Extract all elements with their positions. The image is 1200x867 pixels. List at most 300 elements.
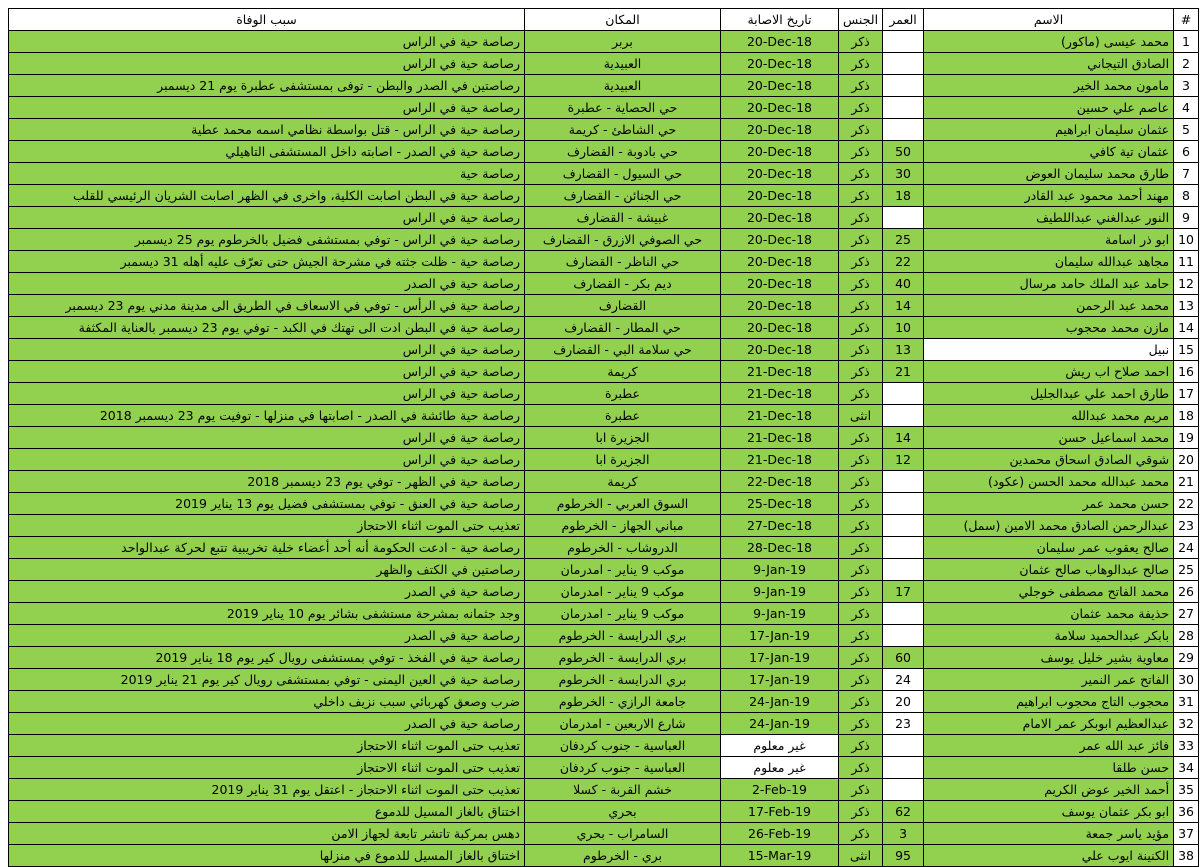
date-cell[interactable]: 20-Dec-18 <box>721 141 839 163</box>
date-cell[interactable]: 27-Dec-18 <box>721 515 839 537</box>
place-cell[interactable]: الجزيرة ابا <box>525 449 721 471</box>
row-number-cell[interactable]: 21 <box>1174 471 1199 493</box>
gender-cell[interactable]: ذكر <box>839 273 883 295</box>
gender-cell[interactable]: ذكر <box>839 647 883 669</box>
date-cell[interactable]: 24-Jan-19 <box>721 713 839 735</box>
cause-cell[interactable]: ضرب وصعق كهربائي سبب نزيف داخلي <box>9 691 525 713</box>
name-cell[interactable]: نبيل <box>924 339 1174 361</box>
age-cell[interactable]: 14 <box>883 427 924 449</box>
gender-cell[interactable]: ذكر <box>839 449 883 471</box>
table-row <box>9 405 1199 427</box>
place-cell[interactable]: بري الدرايسة - الخرطوم <box>525 647 721 669</box>
table-row <box>9 163 1199 185</box>
date-cell[interactable]: 20-Dec-18 <box>721 75 839 97</box>
cause-cell[interactable]: تعذيب حتى الموت اثناء الاحتجاز - اعتقل يوم 31 يناير 2019 <box>9 779 525 801</box>
header-name: الاسم <box>924 9 1174 31</box>
gender-cell[interactable]: ذكر <box>839 471 883 493</box>
cause-cell[interactable]: رصاصة حية في الصدر <box>9 625 525 647</box>
table-row <box>9 713 1199 735</box>
cause-cell[interactable]: رصاصة حية في الراس <box>9 383 525 405</box>
gender-cell[interactable]: ذكر <box>839 53 883 75</box>
row-number-cell[interactable]: 10 <box>1174 229 1199 251</box>
age-cell[interactable]: 62 <box>883 801 924 823</box>
name-cell[interactable]: محمد عيسى (ماكور) <box>924 31 1174 53</box>
row-number-cell[interactable]: 36 <box>1174 801 1199 823</box>
cause-cell[interactable]: رصاصة حية - ادعت الحكومة أنه أحد أعضاء خلية تخريبية تتبع لحركة عبدالواحد <box>9 537 525 559</box>
date-cell[interactable]: غير معلوم <box>721 735 839 757</box>
name-cell[interactable]: معاوية بشير خليل يوسف <box>924 647 1174 669</box>
gender-cell[interactable]: ذكر <box>839 823 883 845</box>
row-number-cell[interactable]: 7 <box>1174 163 1199 185</box>
age-cell[interactable]: 25 <box>883 229 924 251</box>
gender-cell[interactable]: ذكر <box>839 559 883 581</box>
cause-cell[interactable]: رصاصة حية في الفخذ - توفي بمستشفى رويال كير يوم 18 يناير 2019 <box>9 647 525 669</box>
date-cell[interactable]: 20-Dec-18 <box>721 295 839 317</box>
name-cell[interactable]: شوقي الصادق اسحاق محمدين <box>924 449 1174 471</box>
gender-cell[interactable]: ذكر <box>839 757 883 779</box>
cause-cell[interactable]: رصاصتين في الكتف والظهر <box>9 559 525 581</box>
cause-cell[interactable]: رصاصة حية في الراس <box>9 339 525 361</box>
name-cell[interactable]: صالح عبدالوهاب صالح عثمان <box>924 559 1174 581</box>
age-cell[interactable]: 14 <box>883 295 924 317</box>
row-number-cell[interactable]: 11 <box>1174 251 1199 273</box>
date-cell[interactable]: 28-Dec-18 <box>721 537 839 559</box>
age-cell[interactable] <box>883 735 924 757</box>
cause-cell[interactable]: اختناق بالغاز المسيل للدموع <box>9 801 525 823</box>
date-cell[interactable]: 24-Jan-19 <box>721 691 839 713</box>
age-cell[interactable] <box>883 75 924 97</box>
date-cell[interactable]: 17-Jan-19 <box>721 647 839 669</box>
age-cell[interactable]: 13 <box>883 339 924 361</box>
gender-cell[interactable]: ذكر <box>839 163 883 185</box>
table-row <box>9 295 1199 317</box>
gender-cell[interactable]: ذكر <box>839 537 883 559</box>
gender-cell[interactable]: ذكر <box>839 317 883 339</box>
age-cell[interactable] <box>883 119 924 141</box>
age-cell[interactable]: 17 <box>883 581 924 603</box>
place-cell[interactable]: بربر <box>525 31 721 53</box>
header-place: المكان <box>525 9 721 31</box>
name-cell[interactable]: عبدالعظيم ابوبكر عمر الامام <box>924 713 1174 735</box>
place-cell[interactable]: حي الحصاية - عطبرة <box>525 97 721 119</box>
age-cell[interactable] <box>883 515 924 537</box>
cause-cell[interactable]: رصاصة حية في الصدر <box>9 713 525 735</box>
place-cell[interactable]: الدروشاب - الخرطوم <box>525 537 721 559</box>
name-cell[interactable]: محجوب التاج محجوب ابراهيم <box>924 691 1174 713</box>
age-cell[interactable] <box>883 493 924 515</box>
table-row <box>9 53 1199 75</box>
table-row <box>9 757 1199 779</box>
row-number-cell[interactable]: 30 <box>1174 669 1199 691</box>
date-cell[interactable]: 20-Dec-18 <box>721 53 839 75</box>
table-row <box>9 537 1199 559</box>
table-row <box>9 779 1199 801</box>
cause-cell[interactable]: رصاصة حية في الراس <box>9 427 525 449</box>
gender-cell[interactable]: ذكر <box>839 361 883 383</box>
age-cell[interactable] <box>883 537 924 559</box>
gender-cell[interactable]: ذكر <box>839 603 883 625</box>
row-number-cell[interactable]: 15 <box>1174 339 1199 361</box>
name-cell[interactable]: بابكر عبدالحميد سلامة <box>924 625 1174 647</box>
cause-cell[interactable]: رصاصة حية - ظلت جثته في مشرحة الجيش حتى تعرّف عليه أهله 31 ديسمبر <box>9 251 525 273</box>
cause-cell[interactable]: رصاصة حية في الراس <box>9 53 525 75</box>
casualties-table <box>8 8 1199 867</box>
place-cell[interactable]: مباني الجهاز - الخرطوم <box>525 515 721 537</box>
row-number-cell[interactable]: 25 <box>1174 559 1199 581</box>
table-row <box>9 647 1199 669</box>
table-row <box>9 141 1199 163</box>
row-number-cell[interactable]: 28 <box>1174 625 1199 647</box>
name-cell[interactable]: محمد اسماعيل حسن <box>924 427 1174 449</box>
cause-cell[interactable]: رصاصة حية <box>9 163 525 185</box>
place-cell[interactable]: العباسية - جنوب كردفان <box>525 735 721 757</box>
place-cell[interactable]: بحري <box>525 801 721 823</box>
place-cell[interactable]: حي الجنائن - القضارف <box>525 185 721 207</box>
place-cell[interactable]: موكب 9 يناير - امدرمان <box>525 603 721 625</box>
name-cell[interactable]: محمد عبد الرحمن <box>924 295 1174 317</box>
name-cell[interactable]: محمد الفاتح مصطفى خوجلي <box>924 581 1174 603</box>
date-cell[interactable]: 20-Dec-18 <box>721 273 839 295</box>
cause-cell[interactable]: رصاصة حية في الراس <box>9 449 525 471</box>
table-row <box>9 515 1199 537</box>
row-number-cell[interactable]: 4 <box>1174 97 1199 119</box>
row-number-cell[interactable]: 32 <box>1174 713 1199 735</box>
place-cell[interactable]: موكب 9 يناير - امدرمان <box>525 559 721 581</box>
cause-cell[interactable]: رصاصة حية في العين اليمنى - توفي بمستشفى رويال كير يوم 21 يناير 2019 <box>9 669 525 691</box>
gender-cell[interactable]: ذكر <box>839 185 883 207</box>
age-cell[interactable]: 3 <box>883 823 924 845</box>
place-cell[interactable]: شارع الاربعين - امدرمان <box>525 713 721 735</box>
name-cell[interactable]: حذيفة محمد عثمان <box>924 603 1174 625</box>
place-cell[interactable]: الجزيرة ابا <box>525 427 721 449</box>
date-cell[interactable]: 20-Dec-18 <box>721 97 839 119</box>
date-cell[interactable]: 2-Feb-19 <box>721 779 839 801</box>
name-cell[interactable]: طارق محمد سليمان العوض <box>924 163 1174 185</box>
age-cell[interactable] <box>883 31 924 53</box>
age-cell[interactable]: 95 <box>883 845 924 867</box>
place-cell[interactable]: عطبرة <box>525 405 721 427</box>
age-cell[interactable] <box>883 471 924 493</box>
place-cell[interactable]: السامراب - بحري <box>525 823 721 845</box>
row-number-cell[interactable]: 31 <box>1174 691 1199 713</box>
date-cell[interactable]: 22-Dec-18 <box>721 471 839 493</box>
place-cell[interactable]: بري الدرايسة - الخرطوم <box>525 625 721 647</box>
name-cell[interactable]: حسن محمد عمر <box>924 493 1174 515</box>
table-row <box>9 823 1199 845</box>
name-cell[interactable]: حسن طلقا <box>924 757 1174 779</box>
row-number-cell[interactable]: 18 <box>1174 405 1199 427</box>
date-cell[interactable]: 20-Dec-18 <box>721 251 839 273</box>
age-cell[interactable] <box>883 53 924 75</box>
place-cell[interactable]: خشم القربة - كسلا <box>525 779 721 801</box>
date-cell[interactable]: 21-Dec-18 <box>721 405 839 427</box>
row-number-cell[interactable]: 13 <box>1174 295 1199 317</box>
cause-cell[interactable]: رصاصة حية في العنق - توفي بمستشفى فضيل يوم 13 يناير 2019 <box>9 493 525 515</box>
cause-cell[interactable]: تعذيب حتى الموت اثناء الاحتجاز <box>9 757 525 779</box>
age-cell[interactable]: 23 <box>883 713 924 735</box>
cause-cell[interactable]: رصاصة حية طائشة في الصدر - اصابتها في منزلها - توفيت يوم 23 ديسمبر 2018 <box>9 405 525 427</box>
gender-cell[interactable]: انثى <box>839 845 883 867</box>
date-cell[interactable]: 20-Dec-18 <box>721 31 839 53</box>
date-cell[interactable]: 25-Dec-18 <box>721 493 839 515</box>
age-cell[interactable]: 30 <box>883 163 924 185</box>
gender-cell[interactable]: ذكر <box>839 691 883 713</box>
name-cell[interactable]: عبدالرحمن الصادق محمد الامين (سمل) <box>924 515 1174 537</box>
gender-cell[interactable]: ذكر <box>839 735 883 757</box>
name-cell[interactable]: ابو بكر عثمان يوسف <box>924 801 1174 823</box>
cause-cell[interactable]: رصاصة حية في الراس <box>9 97 525 119</box>
age-cell[interactable] <box>883 779 924 801</box>
table-row <box>9 361 1199 383</box>
age-cell[interactable]: 20 <box>883 691 924 713</box>
place-cell[interactable]: عطبرة <box>525 383 721 405</box>
age-cell[interactable]: 12 <box>883 449 924 471</box>
age-cell[interactable]: 18 <box>883 185 924 207</box>
name-cell[interactable]: فائز عبد الله عمر <box>924 735 1174 757</box>
row-number-cell[interactable]: 9 <box>1174 207 1199 229</box>
cause-cell[interactable]: رصاصة حية في الراس <box>9 31 525 53</box>
age-cell[interactable]: 21 <box>883 361 924 383</box>
row-number-cell[interactable]: 14 <box>1174 317 1199 339</box>
name-cell[interactable]: احمد صلاح اب ريش <box>924 361 1174 383</box>
row-number-cell[interactable]: 12 <box>1174 273 1199 295</box>
place-cell[interactable]: جامعة الرازي - الخرطوم <box>525 691 721 713</box>
table-row <box>9 603 1199 625</box>
table-row <box>9 559 1199 581</box>
date-cell[interactable]: 21-Dec-18 <box>721 427 839 449</box>
name-cell[interactable]: عثمان سليمان ابراهيم <box>924 119 1174 141</box>
place-cell[interactable]: غبيشة - القضارف <box>525 207 721 229</box>
date-cell[interactable]: 20-Dec-18 <box>721 317 839 339</box>
row-number-cell[interactable]: 3 <box>1174 75 1199 97</box>
place-cell[interactable]: ديم بكر - القضارف <box>525 273 721 295</box>
cause-cell[interactable]: تعذيب حتى الموت اثناء الاحتجاز <box>9 515 525 537</box>
age-cell[interactable] <box>883 405 924 427</box>
gender-cell[interactable]: ذكر <box>839 251 883 273</box>
place-cell[interactable]: حي الشاطئ - كريمة <box>525 119 721 141</box>
name-cell[interactable]: مامون محمد الخير <box>924 75 1174 97</box>
place-cell[interactable]: السوق العربي - الخرطوم <box>525 493 721 515</box>
header-num: # <box>1174 9 1199 31</box>
cause-cell[interactable]: رصاصة حية في الظهر - توفي يوم 23 ديسمبر 2018 <box>9 471 525 493</box>
gender-cell[interactable]: ذكر <box>839 427 883 449</box>
table-row <box>9 625 1199 647</box>
date-cell[interactable]: 20-Dec-18 <box>721 339 839 361</box>
place-cell[interactable]: حي الصوفي الازرق - القضارف <box>525 229 721 251</box>
name-cell[interactable]: صالح يعقوب عمر سليمان <box>924 537 1174 559</box>
place-cell[interactable]: كريمة <box>525 361 721 383</box>
age-cell[interactable] <box>883 97 924 119</box>
row-number-cell[interactable]: 20 <box>1174 449 1199 471</box>
age-cell[interactable] <box>883 757 924 779</box>
date-cell[interactable]: 17-Jan-19 <box>721 669 839 691</box>
date-cell[interactable]: 17-Jan-19 <box>721 625 839 647</box>
place-cell[interactable]: بري - الخرطوم <box>525 845 721 867</box>
table-row <box>9 669 1199 691</box>
name-cell[interactable]: مريم محمد عبدالله <box>924 405 1174 427</box>
place-cell[interactable]: العباسية - جنوب كردفان <box>525 757 721 779</box>
date-cell[interactable]: 20-Dec-18 <box>721 163 839 185</box>
cause-cell[interactable]: تعذيب حتى الموت اثناء الاحتجاز <box>9 735 525 757</box>
date-cell[interactable]: 21-Dec-18 <box>721 383 839 405</box>
row-number-cell[interactable]: 23 <box>1174 515 1199 537</box>
row-number-cell[interactable]: 22 <box>1174 493 1199 515</box>
age-cell[interactable] <box>883 559 924 581</box>
gender-cell[interactable]: ذكر <box>839 141 883 163</box>
gender-cell[interactable]: ذكر <box>839 339 883 361</box>
gender-cell[interactable]: ذكر <box>839 669 883 691</box>
gender-cell[interactable]: ذكر <box>839 75 883 97</box>
gender-cell[interactable]: ذكر <box>839 625 883 647</box>
name-cell[interactable]: مجاهد عبدالله سليمان <box>924 251 1174 273</box>
row-number-cell[interactable]: 8 <box>1174 185 1199 207</box>
row-number-cell[interactable]: 2 <box>1174 53 1199 75</box>
date-cell[interactable]: 9-Jan-19 <box>721 559 839 581</box>
cause-cell[interactable]: رصاصة حية في الصدر <box>9 273 525 295</box>
name-cell[interactable]: الصادق التيجاني <box>924 53 1174 75</box>
place-cell[interactable]: موكب 9 يناير - امدرمان <box>525 581 721 603</box>
age-cell[interactable]: 50 <box>883 141 924 163</box>
table-row <box>9 207 1199 229</box>
date-cell[interactable]: 26-Feb-19 <box>721 823 839 845</box>
row-number-cell[interactable]: 17 <box>1174 383 1199 405</box>
cause-cell[interactable]: رصاصة حية في البطن اصابت الكلية، واخرى في الظهر اصابت الشريان الرئيسي للقلب <box>9 185 525 207</box>
name-cell[interactable]: ابو ذر اسامة <box>924 229 1174 251</box>
place-cell[interactable]: حي الناظر - القضارف <box>525 251 721 273</box>
age-cell[interactable]: 22 <box>883 251 924 273</box>
cause-cell[interactable]: رصاصة حية في الراس <box>9 361 525 383</box>
cause-cell[interactable]: رصاصة حية في الرأس - توفي في الاسعاف في الطريق الى مدينة مدني يوم 23 ديسمبر <box>9 295 525 317</box>
row-number-cell[interactable]: 19 <box>1174 427 1199 449</box>
name-cell[interactable]: مؤيد ياسر جمعة <box>924 823 1174 845</box>
name-cell[interactable]: طارق احمد علي عبدالجليل <box>924 383 1174 405</box>
date-cell[interactable]: 21-Dec-18 <box>721 361 839 383</box>
row-number-cell[interactable]: 24 <box>1174 537 1199 559</box>
date-cell[interactable]: 21-Dec-18 <box>721 449 839 471</box>
gender-cell[interactable]: ذكر <box>839 207 883 229</box>
row-number-cell[interactable]: 16 <box>1174 361 1199 383</box>
table-row <box>9 493 1199 515</box>
place-cell[interactable]: حي سلامة البي - القضارف <box>525 339 721 361</box>
gender-cell[interactable]: ذكر <box>839 119 883 141</box>
name-cell[interactable]: النور عبدالغني عبداللطيف <box>924 207 1174 229</box>
name-cell[interactable]: عاصم علي حسين <box>924 97 1174 119</box>
cause-cell[interactable]: اختناق بالغاز المسيل للدموع في منزلها <box>9 845 525 867</box>
row-number-cell[interactable]: 27 <box>1174 603 1199 625</box>
date-cell[interactable]: 15-Mar-19 <box>721 845 839 867</box>
header-age: العمر <box>883 9 924 31</box>
age-cell[interactable] <box>883 383 924 405</box>
row-number-cell[interactable]: 5 <box>1174 119 1199 141</box>
cause-cell[interactable]: رصاصة حية في البطن ادت الى تهتك في الكبد - توفي يوم 23 ديسمبر بالعناية المكثفة <box>9 317 525 339</box>
cause-cell[interactable]: رصاصة حية في الراس <box>9 207 525 229</box>
age-cell[interactable]: 60 <box>883 647 924 669</box>
date-cell[interactable]: 20-Dec-18 <box>721 207 839 229</box>
gender-cell[interactable]: ذكر <box>839 31 883 53</box>
row-number-cell[interactable]: 38 <box>1174 845 1199 867</box>
place-cell[interactable]: حي بادوبة - القضارف <box>525 141 721 163</box>
place-cell[interactable]: العبيدية <box>525 53 721 75</box>
date-cell[interactable]: 20-Dec-18 <box>721 229 839 251</box>
name-cell[interactable]: عثمان تية كافي <box>924 141 1174 163</box>
name-cell[interactable]: مازن محمد محجوب <box>924 317 1174 339</box>
table-row <box>9 691 1199 713</box>
gender-cell[interactable]: ذكر <box>839 97 883 119</box>
name-cell[interactable]: محمد عبدالله محمد الحسن (عكود) <box>924 471 1174 493</box>
cause-cell[interactable]: رصاصة حية في الراس - توفي بمستشفى فضيل بالخرطوم يوم 25 ديسمبر <box>9 229 525 251</box>
date-cell[interactable]: 20-Dec-18 <box>721 185 839 207</box>
cause-cell[interactable]: رصاصة حية في الصدر <box>9 581 525 603</box>
age-cell[interactable] <box>883 603 924 625</box>
date-cell[interactable]: غير معلوم <box>721 757 839 779</box>
row-number-cell[interactable]: 35 <box>1174 779 1199 801</box>
gender-cell[interactable]: ذكر <box>839 581 883 603</box>
gender-cell[interactable]: ذكر <box>839 295 883 317</box>
name-cell[interactable]: الفاتح عمر النمير <box>924 669 1174 691</box>
place-cell[interactable]: حي السيول - القضارف <box>525 163 721 185</box>
age-cell[interactable] <box>883 625 924 647</box>
gender-cell[interactable]: ذكر <box>839 515 883 537</box>
date-cell[interactable]: 20-Dec-18 <box>721 119 839 141</box>
table-row <box>9 317 1199 339</box>
age-cell[interactable] <box>883 207 924 229</box>
gender-cell[interactable]: ذكر <box>839 779 883 801</box>
place-cell[interactable]: حي المطار - القضارف <box>525 317 721 339</box>
cause-cell[interactable]: رصاصة حية في الصدر - اصابته داخل المستشفى التاهيلي <box>9 141 525 163</box>
name-cell[interactable]: مهند أحمد محمود عبد القادر <box>924 185 1174 207</box>
row-number-cell[interactable]: 37 <box>1174 823 1199 845</box>
name-cell[interactable]: حامد عبد الملك حامد مرسال <box>924 273 1174 295</box>
age-cell[interactable]: 24 <box>883 669 924 691</box>
place-cell[interactable]: العبيدية <box>525 75 721 97</box>
date-cell[interactable]: 9-Jan-19 <box>721 603 839 625</box>
cause-cell[interactable]: دهس بمركبة تاتشر تابعة لجهاز الامن <box>9 823 525 845</box>
name-cell[interactable]: الكنينة ايوب علي <box>924 845 1174 867</box>
table-row <box>9 383 1199 405</box>
cause-cell[interactable]: وجد جثمانه بمشرحة مستشفى بشائر يوم 10 يناير 2019 <box>9 603 525 625</box>
row-number-cell[interactable]: 1 <box>1174 31 1199 53</box>
row-number-cell[interactable]: 34 <box>1174 757 1199 779</box>
row-number-cell[interactable]: 26 <box>1174 581 1199 603</box>
age-cell[interactable]: 40 <box>883 273 924 295</box>
header-gender: الجنس <box>839 9 883 31</box>
cause-cell[interactable]: رصاصة حية في الراس - قتل بواسطة نظامي اسمه محمد عطية <box>9 119 525 141</box>
row-number-cell[interactable]: 6 <box>1174 141 1199 163</box>
table-row <box>9 339 1199 361</box>
cause-cell[interactable]: رصاصتين في الصدر والبطن - توفى بمستشفى عطبرة يوم 21 ديسمبر <box>9 75 525 97</box>
gender-cell[interactable]: ذكر <box>839 229 883 251</box>
place-cell[interactable]: بري الدرايسة - الخرطوم <box>525 669 721 691</box>
table-body <box>9 31 1199 867</box>
date-cell[interactable]: 17-Feb-19 <box>721 801 839 823</box>
gender-cell[interactable]: ذكر <box>839 493 883 515</box>
table-row <box>9 471 1199 493</box>
name-cell[interactable]: أحمد الخير عوض الكريم <box>924 779 1174 801</box>
gender-cell[interactable]: ذكر <box>839 801 883 823</box>
row-number-cell[interactable]: 29 <box>1174 647 1199 669</box>
place-cell[interactable]: القضارف <box>525 295 721 317</box>
date-cell[interactable]: 9-Jan-19 <box>721 581 839 603</box>
place-cell[interactable]: كريمة <box>525 471 721 493</box>
table-row <box>9 97 1199 119</box>
gender-cell[interactable]: ذكر <box>839 383 883 405</box>
gender-cell[interactable]: ذكر <box>839 713 883 735</box>
table-row <box>9 273 1199 295</box>
table-row <box>9 31 1199 53</box>
row-number-cell[interactable]: 33 <box>1174 735 1199 757</box>
gender-cell[interactable]: انثى <box>839 405 883 427</box>
age-cell[interactable]: 10 <box>883 317 924 339</box>
